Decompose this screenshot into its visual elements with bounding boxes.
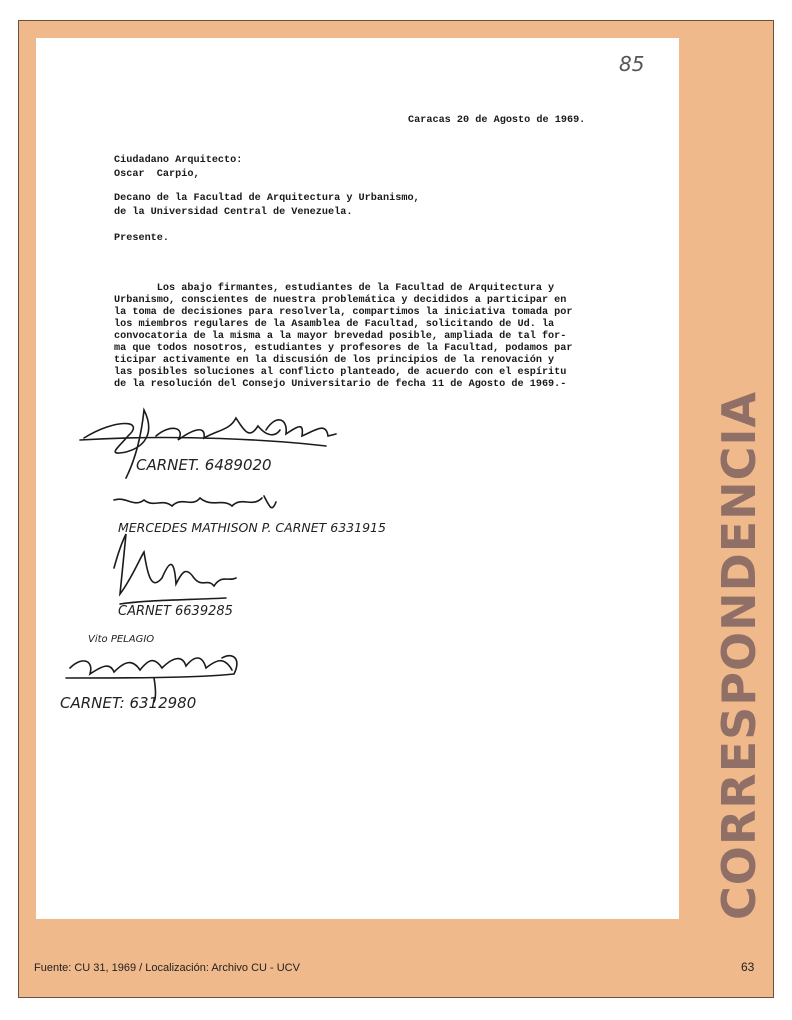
letter-scan: [36, 38, 679, 919]
addressee-line-1: Ciudadano Arquitecto:: [114, 155, 243, 166]
folio-number: 85: [619, 52, 645, 76]
footer-source: Fuente: CU 31, 1969 / Localización: Archivo CU - UCV: [34, 962, 300, 974]
body-line: Urbanismo, conscientes de nuestra problemática y decididos a participar en: [114, 295, 567, 306]
body-line: Los abajo firmantes, estudiantes de la Facultad de Arquitectura y: [114, 283, 555, 294]
body-line: ticipar activamente en la discusión de los principios de la renovación y: [114, 355, 555, 366]
position-line-2: de la Universidad Central de Venezuela.: [114, 207, 353, 218]
signature-4-carnet: CARNET: 6312980: [60, 694, 197, 712]
addressee-line-2: Oscar Carpio,: [114, 169, 200, 180]
body-line: ma que todos nosotros, estudiantes y profesores de la Facultad, podamos par: [114, 343, 573, 354]
body-line: de la resolución del Consejo Universitario de fecha 11 de Agosto de 1969.-: [114, 379, 567, 390]
signature-2-name: MERCEDES MATHISON P. CARNET 6331915: [118, 520, 386, 535]
signature-1-carnet: CARNET. 6489020: [136, 456, 272, 474]
section-title: CORRESPONDENCIA: [712, 390, 766, 920]
body-line: la toma de decisiones para resolverla, compartimos la iniciativa tomada por: [114, 307, 573, 318]
body-line: las posibles soluciones al conflicto planteado, de acuerdo con el espíritu: [114, 367, 567, 378]
salutation: Presente.: [114, 233, 170, 244]
page-number: 63: [741, 960, 755, 974]
letter-date: Caracas 20 de Agosto de 1969.: [408, 115, 586, 126]
body-line: convocatoria de la misma a la mayor brevedad posible, ampliada de tal for-: [114, 331, 567, 342]
signature-scribbles: [36, 38, 679, 919]
body-line: los miembros regulares de la Asamblea de Facultad, solicitando de Ud. la: [114, 319, 555, 330]
signature-3-carnet: CARNET 6639285: [118, 604, 233, 619]
position-line-1: Decano de la Facultad de Arquitectura y Urbanismo,: [114, 193, 420, 204]
signature-4-note: Vito PELAGIO: [88, 634, 155, 645]
